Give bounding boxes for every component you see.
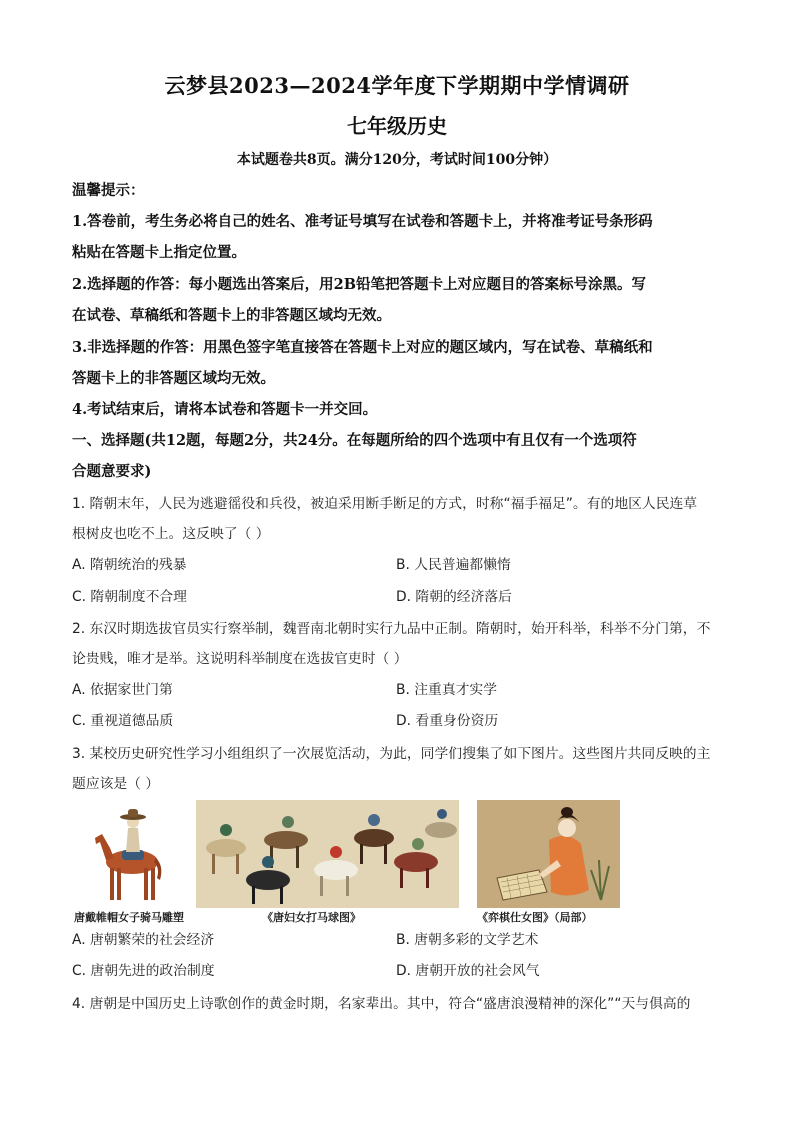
question-2-option-a[interactable]: A. 依据家世门第	[72, 682, 173, 698]
question-1-option-c[interactable]: C. 隋朝制度不合理	[72, 589, 187, 605]
section-heading: 一、选择题(共12题，每题2分，共24分。在每题所给的四个选项中有且仅有一个选项符	[72, 432, 637, 449]
tip-line: 4.考试结束后，请将本试卷和答题卡一并交回。	[72, 401, 378, 418]
question-3-option-c[interactable]: C. 唐朝先进的政治制度	[72, 963, 215, 979]
horse-rider-sculpture-image	[92, 800, 170, 908]
question-1-option-a[interactable]: A. 隋朝统治的残暴	[72, 557, 187, 573]
figure-1-caption: 唐戴帷帽女子骑马雕塑	[74, 911, 184, 924]
question-2-option-c[interactable]: C. 重视道德品质	[72, 713, 174, 729]
question-3-stem: 3. 某校历史研究性学习小组组织了一次展览活动，为此，同学们搜集了如下图片。这些图片共同反映的主	[72, 746, 711, 762]
question-1-option-d[interactable]: D. 隋朝的经济落后	[396, 589, 512, 605]
question-2-option-d[interactable]: D. 看重身份资历	[396, 713, 499, 729]
question-3-option-b[interactable]: B. 唐朝多彩的文学艺术	[396, 932, 539, 948]
question-4-stem: 4. 唐朝是中国历史上诗歌创作的黄金时期，名家辈出。其中，符合“盛唐浪漫精神的深化”“天与俱高的	[72, 996, 691, 1012]
question-3-option-d[interactable]: D. 唐朝开放的社会风气	[396, 963, 540, 979]
weiqi-lady-painting-image	[477, 800, 620, 908]
question-1-option-b[interactable]: B. 人民普遍都懒惰	[396, 557, 511, 573]
question-1-stem: 1. 隋朝末年，人民为逃避徭役和兵役，被迫采用断手断足的方式，时称“福手福足”。有的地区人民连草	[72, 496, 698, 512]
tip-line: 在试卷、草稿纸和答题卡上的非答题区域均无效。	[72, 307, 391, 324]
tip-line: 答题卡上的非答题区域均无效。	[72, 370, 275, 387]
question-3-stem-cont: 题应该是（ ）	[72, 776, 160, 792]
exam-note: 本试题卷共8页。满分120分，考试时间100分钟）	[236, 152, 558, 168]
question-1-stem-cont: 根树皮也吃不上。这反映了（ ）	[72, 526, 270, 542]
tips-heading: 温馨提示：	[72, 182, 145, 199]
figure-3-caption: 《弈棋仕女图》（局部）	[477, 911, 593, 924]
tip-line: 粘贴在答题卡上指定位置。	[72, 244, 246, 261]
question-2-stem: 2. 东汉时期选拔官员实行察举制，魏晋南北朝时实行九品中正制。隋朝时，始开科举，科举不分门第，不	[72, 621, 711, 637]
question-2-option-b[interactable]: B. 注重真才实学	[396, 682, 498, 698]
section-heading-cont: 合题意要求)	[72, 463, 152, 480]
tip-line: 3.非选择题的作答：用黑色签字笔直接答在答题卡上对应的题区域内，写在试卷、草稿纸和	[72, 339, 653, 356]
tip-line: 1.答卷前，考生务必将自己的姓名、准考证号填写在试卷和答题卡上，并将准考证号条形码	[72, 213, 653, 230]
tip-line: 2.选择题的作答：每小题选出答案后，用2B铅笔把答题卡上对应题目的答案标号涂黑。写	[72, 276, 646, 293]
figure-2-caption: 《唐妇女打马球图》	[262, 911, 361, 924]
question-2-stem-cont: 论贵贱，唯才是举。这说明科举制度在选拔官吏时（ ）	[72, 651, 408, 667]
question-3-option-a[interactable]: A. 唐朝繁荣的社会经济	[72, 932, 215, 948]
polo-painting-image	[196, 800, 459, 908]
exam-title: 云梦县2023—2024学年度下学期期中学情调研	[164, 73, 630, 98]
exam-subject: 七年级历史	[347, 114, 447, 138]
